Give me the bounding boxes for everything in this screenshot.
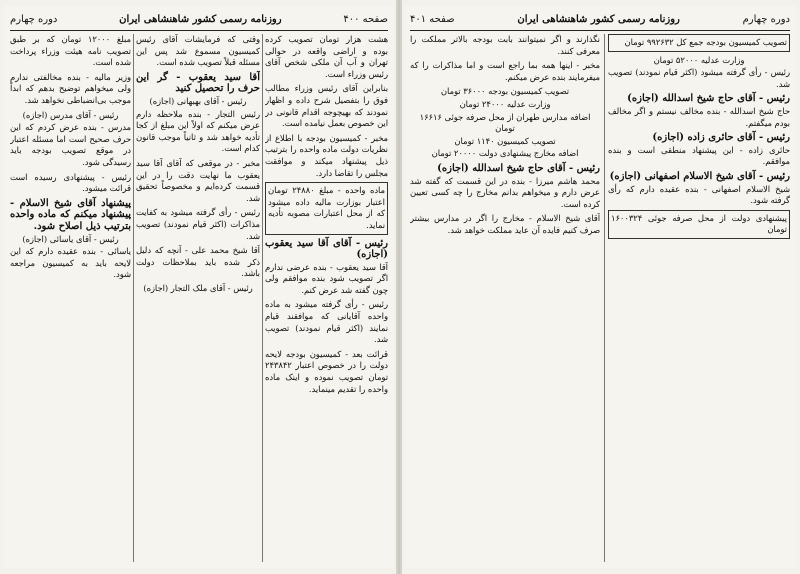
paragraph: آقای شیخ الاسلام - مخارج را اگر در مدارس بیشتر صرف کنیم فایده آن عاید مملکت خواهد شد.: [410, 213, 600, 235]
speaker-heading: رئیس - آقای مدرس (اجازه): [22, 109, 119, 120]
paragraph: هشت هزار تومان تصویب کرده بوده و اراضی واقعه در حوالی تهران و آب آن ملکی شخص آقای رئیس وزراء است.: [265, 34, 388, 79]
speaker-heading: رئیس - آقای شیخ الاسلام اصفهانی (اجازه): [609, 170, 790, 182]
left-page: [4, 6, 394, 568]
paragraph: آقا سید یعقوب - بنده عرضی ندارم اگر تصویب شود بنده موافقم ولی چون گفته شد عرض کنم.: [265, 261, 388, 295]
paragraph: قرائت بعد - کمیسیون بودجه لایحه دولت را در خصوص اعتبار ۲۴۳۸۴۲ تومان تصویب نموده و اینک ماده واحده را تقدیم مینماید.: [265, 348, 388, 394]
speaker-heading: رئیس - آقای حائری زاده (اجازه): [652, 132, 790, 144]
book-gutter: [396, 0, 402, 574]
paragraph: مخبر - در موقعی که آقای آقا سید یعقوب ما نهایت دقت را در این قسمت کرده‌ایم و مخصوصاً تحقیق شد.: [136, 157, 260, 203]
left-header-rule: [10, 30, 388, 31]
left-period: دوره چهارم: [10, 13, 58, 25]
speaker-heading: رئیس - آقای یاسائی (اجازه): [22, 233, 119, 244]
right-page: [404, 6, 796, 568]
column-divider: [262, 34, 263, 562]
budget-line: تصویب کمیسیون ۱۱۴۰ تومان: [454, 135, 556, 146]
paragraph: رئیس - رأی گرفته میشود به ماده واحده آقایانی که موافقند قیام نمایند (اکثر قیام نمودند) تصویب شد.: [265, 299, 388, 345]
paragraph: رئیس - رأی گرفته میشود (اکثر قیام نمودند) تصویب شد.: [608, 67, 790, 89]
left-journal-title: روزنامه رسمی کشور شاهنشاهی ایران: [119, 13, 282, 25]
speaker-heading: رئیس - آقای آقا سید یعقوب (اجازه): [265, 237, 388, 261]
left-column-1: [265, 34, 388, 564]
column-divider: [604, 34, 605, 562]
paragraph: رئیس - پیشنهادی رسیده است قرائت میشود.: [10, 171, 131, 194]
speaker-heading: رئیس - آقای حاج شیخ اسدالله (اجازه): [437, 162, 600, 174]
right-journal-title: روزنامه رسمی کشور شاهنشاهی ایران: [517, 13, 680, 25]
paragraph: مخبر - اینها همه بما راجع است و اما مذاکرات را که میفرمایند بنده عرض میکنم.: [410, 60, 600, 82]
paragraph: نگذارند و اگر نمیتوانند بابت بودجه بالاتر مملکت را معرفی کنند.: [410, 34, 600, 56]
paragraph: یاسائی - بنده عقیده دارم که این لایحه باید به کمیسیون مراجعه شود.: [10, 246, 131, 280]
right-column-2: [410, 34, 600, 564]
paragraph: وقتی که فرمایشات آقای رئیس کمیسیون مسموع شد پس این مسئله قبلاً تصویب شده است.: [136, 34, 260, 68]
speaker-heading: رئیس - آقای ملک التجار (اجازه): [143, 282, 253, 293]
budget-line: تصویب کمیسیون بودجه ۳۶۰۰۰ تومان: [440, 86, 570, 97]
budget-line: اضافه مدارس طهران از محل صرفه جوئی ۱۶۶۱۶ تومان: [419, 111, 591, 134]
paragraph: آقا شیخ محمد علی - آنچه که دلیل ذکر شده باید بملاحظات دولت باشد.: [136, 245, 260, 279]
speaker-heading: رئیس - آقای حاج شیخ اسدالله (اجازه): [627, 93, 790, 105]
budget-line: وزارت عدلیه ۲۴۰۰۰ تومان: [459, 98, 551, 109]
left-column-2: [136, 34, 260, 564]
paragraph: محمد هاشم میرزا - بنده در این قسمت که گفته شد عرض دارم و میخواهم بدانم مخارج را چه کسی تعیین کرده است.: [410, 175, 600, 209]
speaker-heading: رئیس - آقای بهبهانی (اجازه): [149, 95, 247, 106]
paragraph: شیخ الاسلام اصفهانی - بنده عقیده دارم که رأی گرفته شود.: [608, 183, 790, 206]
paragraph: رئیس التجار - بنده ملاحظه دارم عرض میکنم که اولاً این مبلغ از کجا تأدیه خواهد شد و ثانیاً موجب قانون کدام است.: [136, 108, 260, 154]
right-column-1: [608, 34, 790, 564]
right-page-header: [410, 8, 790, 30]
left-page-header: [10, 8, 388, 30]
left-page-number: صفحه ۴۰۰: [343, 13, 388, 25]
budget-line: اضافه مخارج پیشنهادی دولت ۲۰۰۰۰ تومان: [431, 148, 579, 159]
paragraph: وزیر مالیه - بنده مخالفتی ندارم ولی میخواهم توضیح بدهم که ابداً موجب بی‌انضباطی نخواهد شد.: [10, 71, 131, 105]
paragraph: مبلغ ۱۲۰۰۰ تومان که بر طبق تصویب نامه هیئت وزراء پرداخت شده است.: [10, 34, 131, 68]
budget-line: وزارت عدلیه ۵۲۰۰۰ تومان: [653, 54, 745, 65]
paragraph: مدرس - بنده عرض کردم که این حرف صحیح است اما مسئله اعتبار در موقع تصویب بودجه باید رسیدگی شود.: [10, 122, 131, 167]
budget-line: تصویب کمیسیون بودجه جمع کل ۹۹۲۶۳۲ تومان: [608, 34, 790, 52]
paragraph: بنابراین آقای رئیس وزراء مطالب فوق را بتفصیل شرح داده و اظهار نمودند که بهیچوجه اقدام قانونی در این خصوص بعمل نیامده است.: [265, 83, 388, 129]
right-page-number: صفحه ۴۰۱: [410, 13, 455, 25]
speaker-heading: پیشنهاد آقای شیخ الاسلام - پیشنهاد میکنم که ماده واحده بترتیب ذیل اصلاح شود.: [10, 197, 131, 232]
right-period: دوره چهارم: [742, 13, 790, 25]
speaker-heading: آقا سید یعقوب - گر این حرف را تحصیل کنید: [136, 71, 260, 95]
paragraph: رئیس - رأی گرفته میشود به کفایت مذاکرات (اکثر قیام نمودند) تصویب شد.: [136, 207, 260, 241]
paragraph: حاج شیخ اسدالله - بنده مخالف نیستم و اگر مخالف بودم میگفتم.: [608, 105, 790, 128]
left-column-3: [10, 34, 131, 564]
paragraph: ماده واحده - مبلغ ۲۴۸۸۰ تومان اعتبار بوزارت مالیه داده میشود که از محل اعتبارات مصوبه تأدیه نماید.: [265, 182, 388, 234]
right-header-rule: [410, 30, 790, 31]
budget-line: پیشنهادی دولت از محل صرفه جوئی ۱۶۰۰۳۲۴ تومان: [608, 210, 790, 239]
paragraph: حائری زاده - این پیشنهاد منطقی است و بنده موافقم.: [608, 144, 790, 167]
column-divider: [133, 34, 134, 562]
paragraph: مخبر - کمیسیون بودجه با اطلاع از نظریات دولت ماده واحده را بترتیب ذیل پیشنهاد میکند و موافقت مجلس را تقاضا دارد.: [265, 132, 388, 178]
